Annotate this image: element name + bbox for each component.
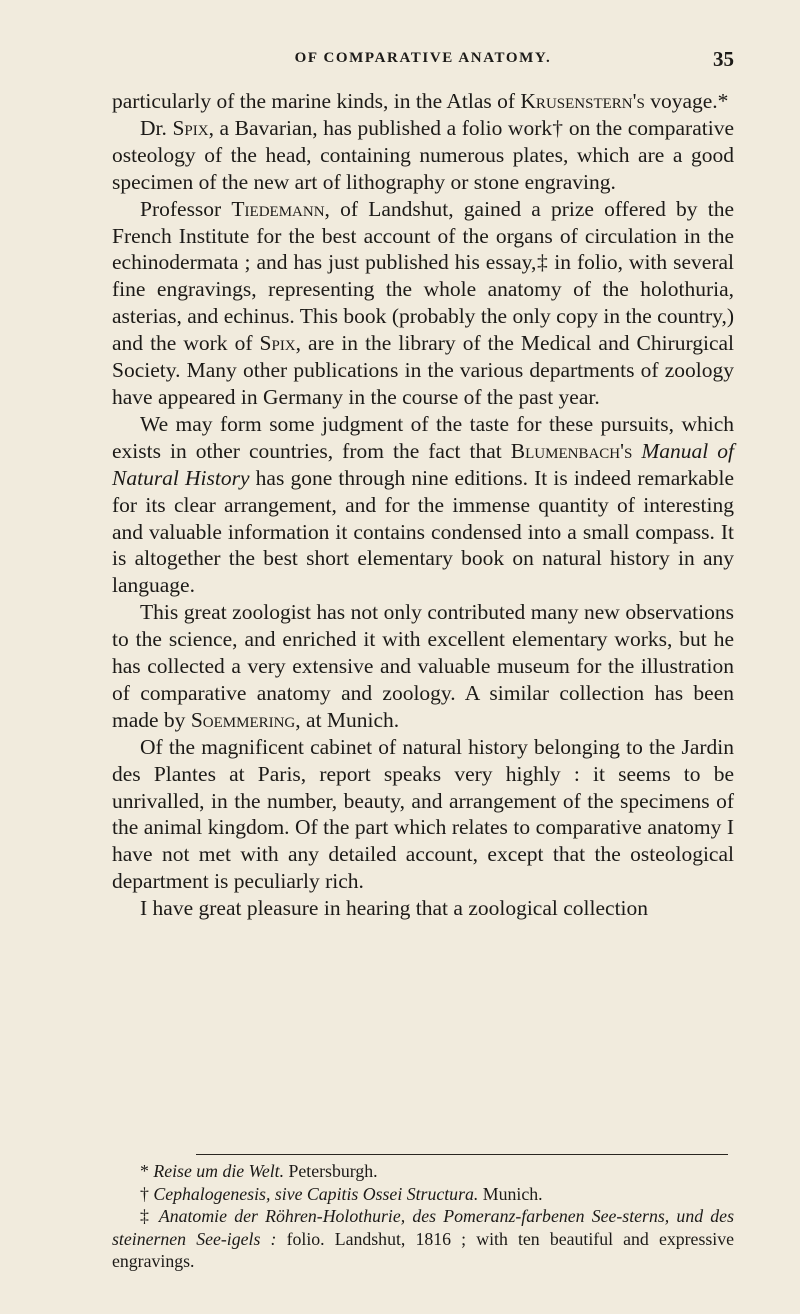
name-blumenbach: Blumenbach's [510, 438, 633, 463]
body-text [112, 88, 734, 922]
paragraph-4: We may form some judgment of the taste for these pursuits, which exists in other countries, from the fact that Blumenbach's Manual of Natural History has gone through nine editions. It is indeed remarkable for its clear arrangement, and for the immense quantity of interesting and valuable information it contains condensed into a small compass. It is altogether the best short elementary book on natural history in any language. [112, 411, 735, 598]
paragraph-3: Professor Tiedemann, of Landshut, gained a prize offered by the French Institute for the best account of the organs of circulation in the echinodermata ; and has just published his essay,‡ in folio, with several fine engravings, representing the whole anatomy of the holothuria, asterias, and echinus. This book (probably the only copy in the country,) and the work of Spix, are in the library of the Medical and Chirurgical Society. Many other publications in the various departments of zoology have appeared in Germany in the course of the past year. [112, 196, 734, 409]
footnote-rule [196, 1154, 728, 1155]
paragraph-7: I have great pleasure in hearing that a zoological collection [140, 896, 649, 921]
paragraph-2: Dr. Spix, a Bavarian, has published a folio work† on the comparative osteology of the head, containing numerous plates, which are a good specimen of the new art of lithography or stone engraving. [112, 115, 735, 194]
paragraph-6: Of the magnificent cabinet of natural history belonging to the Jardin des Plantes at Paris, report speaks very highly : it seems to be unrivalled, in the number, beauty, and arrangement of the specimens of the animal kingdom. Of the part which relates to comparative anatomy I have not met with any detailed account, except that the osteological department is peculiarly rich. [112, 734, 734, 894]
paragraph-1: particularly of the marine kinds, in the Atlas of Krusenstern's voyage.* [112, 89, 729, 113]
footnote-3: ‡ Anatomie der Röhren-Holothurie, des Pomeranz-farbenen See-sterns, und des steinernen See-igels : folio. Landshut, 1816 ; with ten beautiful and expressive engravings. [112, 1206, 735, 1271]
name-spix-2: Spix [259, 331, 296, 356]
paragraph-5: This great zoologist has not only contributed many new observations to the science, and enriched it with excellent elementary works, but he has collected a very extensive and valuable museum for the illustration of comparative anatomy and zoology. A similar collection has been made by Soemmering, at Munich. [112, 600, 734, 732]
name-tiedemann: Tiedemann [231, 196, 325, 221]
page-number: 35 [713, 47, 734, 71]
name-soemmering: Soemmering [190, 707, 296, 732]
name-krusenstern: Krusenstern's [520, 89, 645, 113]
page-header [112, 47, 734, 80]
name-spix: Spix [172, 115, 209, 140]
running-head: OF COMPARATIVE ANATOMY. [294, 50, 552, 66]
book-title-manual: Manual of Natural History [112, 438, 735, 490]
footnotes [112, 1160, 734, 1273]
footnote-2: † Cephalogenesis, sive Capitis Ossei Structura. Munich. [140, 1183, 543, 1204]
footnote-1: * Reise um die Welt. Petersburgh. [140, 1161, 378, 1181]
